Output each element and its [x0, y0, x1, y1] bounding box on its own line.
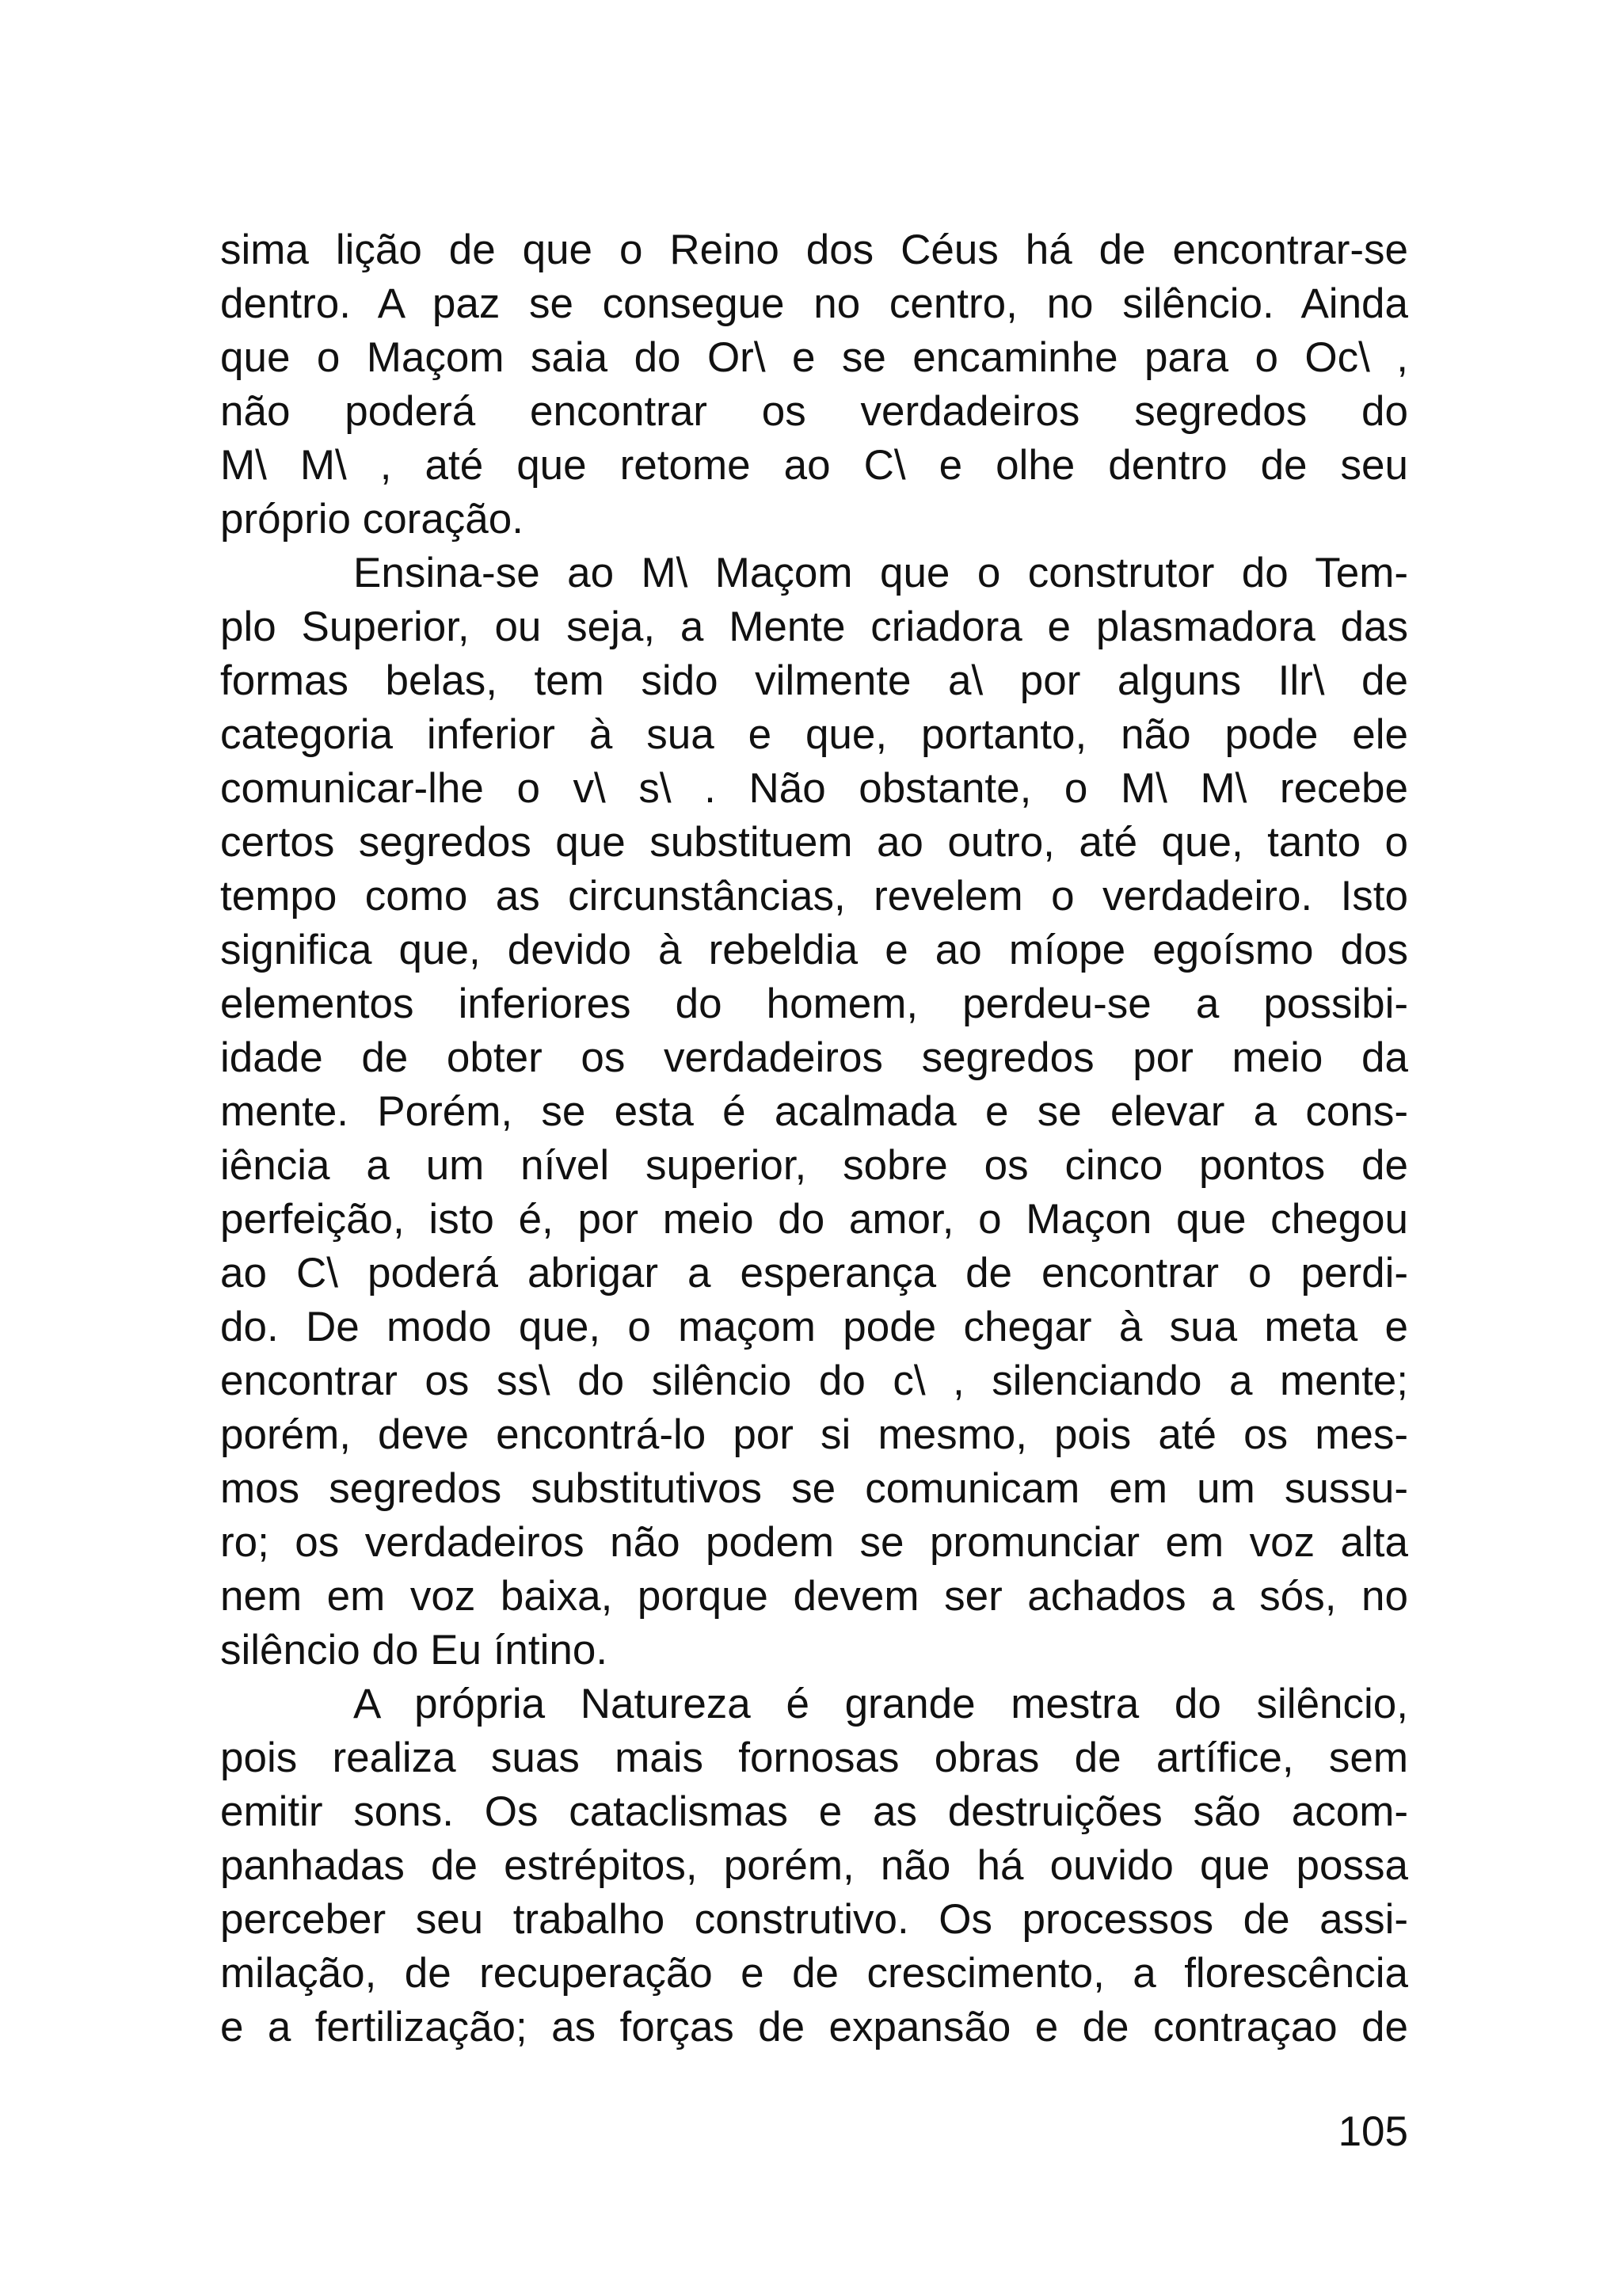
text-line: pois realiza suas mais fornosas obras de artífice, sem — [220, 1734, 1408, 1781]
text-line: e a fertilização; as forças de expansão e de contraçao de — [220, 2004, 1408, 2050]
text-line: próprio coração. — [220, 496, 524, 543]
text-line: categoria inferior à sua e que, portanto, não pode ele — [220, 711, 1408, 758]
text-line: ro; os verdadeiros não podem se promunciar em voz alta — [220, 1519, 1408, 1566]
text-line: comunicar-lhe o v\ s\ . Não obstante, o M\ M\ recebe — [220, 765, 1408, 812]
text-line: mos segredos substitutivos se comunicam em um sussu- — [220, 1465, 1408, 1512]
text-line: que o Maçom saia do Or\ e se encaminhe para o Oc\ , — [220, 334, 1408, 381]
text-line: perfeição, isto é, por meio do amor, o Maçon que chegou — [220, 1196, 1408, 1243]
text-line: do. De modo que, o maçom pode chegar à sua meta e — [220, 1304, 1408, 1350]
text-line: sima lição de que o Reino dos Céus há de encontrar-se — [220, 227, 1408, 273]
text-line: plo Superior, ou seja, a Mente criadora e plasmadora das — [220, 604, 1408, 650]
page-number: 105 — [1338, 2108, 1408, 2155]
text-line: elementos inferiores do homem, perdeu-se a possibi- — [220, 980, 1408, 1027]
body-text — [220, 223, 1408, 2054]
text-line: idade de obter os verdadeiros segredos por meio da — [220, 1034, 1408, 1081]
text-line: nem em voz baixa, porque devem ser achados a sós, no — [220, 1573, 1408, 1620]
text-line: dentro. A paz se consegue no centro, no silêncio. Ainda — [220, 280, 1408, 327]
text-line: ao C\ poderá abrigar a esperança de encontrar o perdi- — [220, 1250, 1408, 1296]
text-line: formas belas, tem sido vilmente a\ por alguns Ilr\ de — [220, 657, 1408, 704]
text-line: milação, de recuperação e de crescimento, a florescência — [220, 1950, 1408, 1997]
text-line: mente. Porém, se esta é acalmada e se elevar a cons- — [220, 1088, 1408, 1135]
text-line: silêncio do Eu íntino. — [220, 1627, 608, 1673]
text-line: M\ M\ , até que retome ao C\ e olhe dentro de seu — [220, 442, 1408, 489]
text-line: tempo como as circunstâncias, revelem o verdadeiro. Isto — [220, 873, 1408, 920]
text-line: porém, deve encontrá-lo por si mesmo, pois até os mes- — [220, 1411, 1408, 1458]
text-line: panhadas de estrépitos, porém, não há ouvido que possa — [220, 1842, 1408, 1889]
text-line: encontrar os ss\ do silêncio do c\ , silenciando a mente; — [220, 1357, 1408, 1404]
text-line: iência a um nível superior, sobre os cinco pontos de — [220, 1142, 1408, 1189]
text-line: não poderá encontrar os verdadeiros segredos do — [220, 388, 1408, 435]
text-line: A própria Natureza é grande mestra do silêncio, — [353, 1681, 1408, 1727]
text-line: significa que, devido à rebeldia e ao míope egoísmo dos — [220, 927, 1408, 973]
text-line: certos segredos que substituem ao outro, até que, tanto o — [220, 819, 1408, 866]
text-line: perceber seu trabalho construtivo. Os processos de assi- — [220, 1896, 1408, 1943]
text-line: Ensina-se ao M\ Maçom que o construtor do Tem- — [353, 550, 1408, 596]
text-line: emitir sons. Os cataclismas e as destruições são acom- — [220, 1788, 1408, 1835]
